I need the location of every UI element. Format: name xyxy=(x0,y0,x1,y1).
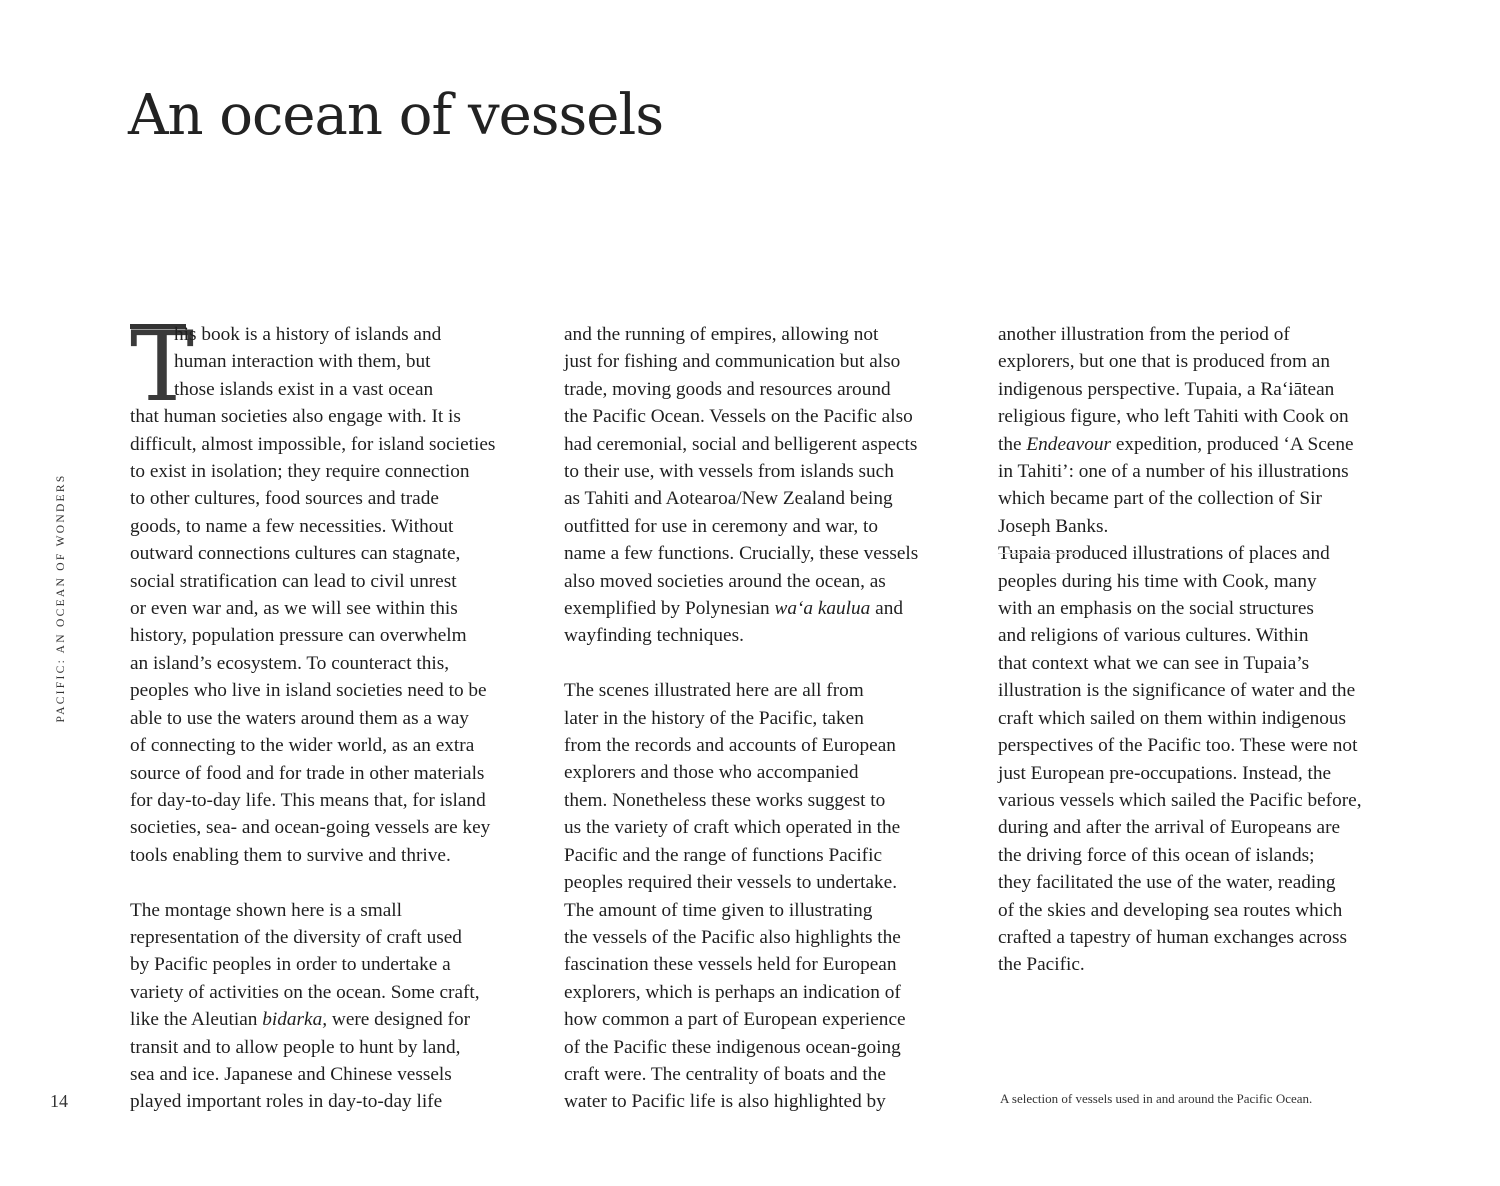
text-line xyxy=(564,595,942,622)
text-line: difficult, almost impossible, for island societies xyxy=(130,433,496,455)
text-run: were designed for xyxy=(327,1009,471,1031)
text-line: representation of the diversity of craft used xyxy=(130,926,462,948)
text-line: water to Pacific life is also highlighted by xyxy=(564,1091,886,1113)
text-line: of connecting to the wider world, as an extra xyxy=(130,735,475,757)
text-line: that human societies also engage with. It is xyxy=(130,406,461,428)
text-run: the xyxy=(998,433,1027,455)
text-line: various vessels which sailed the Pacific before, xyxy=(998,789,1362,811)
text-run: and xyxy=(870,598,903,620)
text-line: also moved societies around the ocean, as xyxy=(564,570,886,592)
text-line: those islands exist in a vast ocean xyxy=(174,378,434,400)
text-line: transit and to allow people to hunt by land, xyxy=(130,1036,461,1058)
text-line: his book is a history of islands and xyxy=(174,324,442,345)
text-line: to exist in isolation; they require connection xyxy=(130,461,470,483)
text-line: outfitted for use in ceremony and war, to xyxy=(564,515,879,537)
text-line: source of food and for trade in other materials xyxy=(130,762,485,784)
text-line: craft which sailed on them within indigenous xyxy=(998,707,1347,729)
running-head-text: PACIFIC: AN OCEAN OF WONDERS xyxy=(55,473,67,723)
paragraph xyxy=(130,897,520,1116)
text-line: the vessels of the Pacific also highlights the xyxy=(564,926,901,948)
text-line: just European pre-occupations. Instead, the xyxy=(998,762,1332,784)
text-line: during and after the arrival of Europeans are xyxy=(998,817,1341,839)
text-line: them. Nonetheless these works suggest to xyxy=(564,789,886,811)
text-line: for day-to-day life. This means that, for island xyxy=(130,789,486,811)
text-line: fascination these vessels held for European xyxy=(564,954,897,976)
text-line: and the running of empires, allowing not xyxy=(564,324,879,345)
text-line: an island’s ecosystem. To counteract this, xyxy=(130,652,450,674)
figure-caption: A selection of vessels used in and around the Pacific Ocean. xyxy=(1000,1091,1313,1106)
text-line: tools enabling them to survive and thrive. xyxy=(130,844,451,866)
text-line: religious figure, who left Tahiti with Cook on xyxy=(998,406,1349,428)
section-divider xyxy=(998,553,1078,554)
text-line: and religions of various cultures. Within xyxy=(998,625,1309,647)
text-line: later in the history of the Pacific, taken xyxy=(564,707,864,729)
paragraph xyxy=(564,677,942,1116)
paragraph xyxy=(564,321,942,650)
text-line: name a few functions. Crucially, these vessels xyxy=(564,543,919,565)
text-line: explorers, which is perhaps an indication of xyxy=(564,981,901,1003)
text-line: that context what we can see in Tupaia’s xyxy=(998,652,1310,674)
paragraph xyxy=(998,540,1388,979)
text-run: expedition, produced ‘A Scene xyxy=(1111,433,1354,455)
text-run: exemplified by Polynesian xyxy=(564,598,775,620)
text-line: had ceremonial, social and belligerent aspects xyxy=(564,433,918,455)
text-line: crafted a tapestry of human exchanges across xyxy=(998,926,1348,948)
page-title: An ocean of vessels xyxy=(128,83,664,148)
text-line: by Pacific peoples in order to undertake a xyxy=(130,954,451,976)
text-line: they facilitated the use of the water, reading xyxy=(998,872,1336,894)
text-line: social stratification can lead to civil unrest xyxy=(130,570,457,592)
italic-term: Endeavour xyxy=(1026,433,1111,455)
text-line: peoples who live in island societies need to be xyxy=(130,680,487,702)
paragraph xyxy=(998,321,1388,540)
text-run: like the Aleutian xyxy=(130,1009,263,1031)
text-line: variety of activities on the ocean. Some craft, xyxy=(130,981,480,1003)
text-line xyxy=(130,1006,520,1033)
text-column-1 xyxy=(130,311,520,1116)
text-line: in Tahiti’: one of a number of his illustrations xyxy=(998,461,1349,483)
text-line: explorers and those who accompanied xyxy=(564,762,859,784)
text-line: the Pacific. xyxy=(998,954,1085,976)
text-line: Pacific and the range of functions Pacific xyxy=(564,844,883,866)
text-line: societies, sea- and ocean-going vessels are key xyxy=(130,817,491,839)
paragraph xyxy=(130,311,520,869)
text-line: able to use the waters around them as a way xyxy=(130,707,469,729)
text-line: perspectives of the Pacific too. These were not xyxy=(998,735,1358,757)
text-line: of the skies and developing sea routes which xyxy=(998,899,1343,921)
text-line: of the Pacific these indigenous ocean-going xyxy=(564,1036,901,1058)
text-line: as Tahiti and Aotearoa/New Zealand being xyxy=(564,488,893,510)
text-line: sea and ice. Japanese and Chinese vessels xyxy=(130,1063,452,1085)
italic-term: wa‘a kaulua xyxy=(774,598,871,620)
text-line: The scenes illustrated here are all from xyxy=(564,680,864,702)
text-line: craft were. The centrality of boats and the xyxy=(564,1063,886,1085)
text-line xyxy=(998,431,1388,458)
text-line: us the variety of craft which operated in the xyxy=(564,817,901,839)
text-line: wayfinding techniques. xyxy=(564,625,744,647)
text-line: from the records and accounts of European xyxy=(564,735,896,757)
text-line: to their use, with vessels from islands such xyxy=(564,461,894,483)
text-line: trade, moving goods and resources around xyxy=(564,378,891,400)
text-line: peoples during his time with Cook, many xyxy=(998,570,1317,592)
text-line: Joseph Banks. xyxy=(998,515,1109,537)
text-line: the driving force of this ocean of islands; xyxy=(998,844,1315,866)
text-line: Tupaia produced illustrations of places and xyxy=(998,543,1330,565)
text-line: The montage shown here is a small xyxy=(130,899,403,921)
text-line: outward connections cultures can stagnate, xyxy=(130,543,461,565)
text-line: played important roles in day-to-day life xyxy=(130,1091,443,1113)
text-line: with an emphasis on the social structures xyxy=(998,598,1314,620)
text-line: or even war and, as we will see within this xyxy=(130,598,458,620)
text-line: human interaction with them, but xyxy=(174,351,431,373)
text-line: explorers, but one that is produced from an xyxy=(998,351,1330,373)
italic-term: bidarka, xyxy=(262,1009,328,1031)
text-line: illustration is the significance of water and the xyxy=(998,680,1356,702)
text-line: how common a part of European experience xyxy=(564,1009,906,1031)
text-line: goods, to name a few necessities. Without xyxy=(130,515,454,537)
text-line: history, population pressure can overwhelm xyxy=(130,625,467,647)
text-line: another illustration from the period of xyxy=(998,324,1290,345)
text-line: the Pacific Ocean. Vessels on the Pacific also xyxy=(564,406,913,428)
text-line: to other cultures, food sources and trade xyxy=(130,488,439,510)
drop-cap: T xyxy=(130,311,195,423)
text-line: indigenous perspective. Tupaia, a Ra‘iātean xyxy=(998,378,1335,400)
page-number: 14 xyxy=(50,1091,68,1111)
text-line: which became part of the collection of Sir xyxy=(998,488,1322,510)
text-line: peoples required their vessels to undertake. xyxy=(564,872,898,894)
text-line: just for fishing and communication but also xyxy=(564,351,901,373)
text-column-3 xyxy=(998,321,1388,979)
text-column-2 xyxy=(564,321,942,1116)
text-line: The amount of time given to illustrating xyxy=(564,899,873,921)
